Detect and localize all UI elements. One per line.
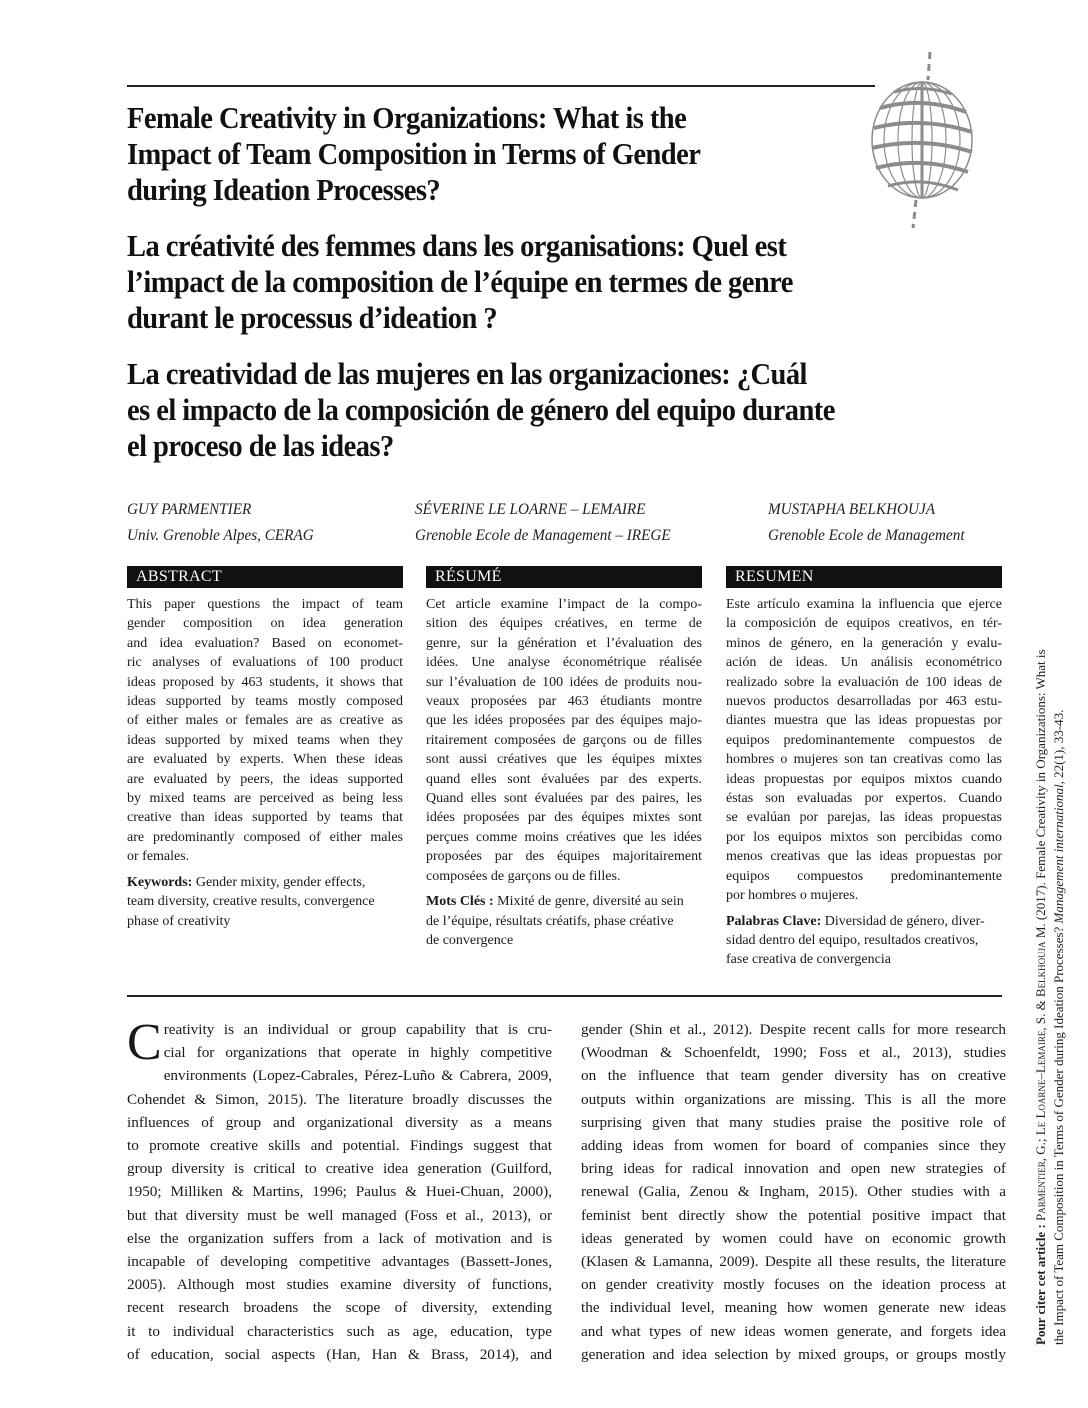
keywords-label: Mots Clés : <box>426 894 494 910</box>
author-affiliation: Grenoble Ecole de Management – IREGE <box>415 527 671 544</box>
body-column-right: gender (Shin et al., 2012). Despite recent calls for more research (Woodman & Schoenfeldt, 1990; Foss et al., 2013), studies on the influence that team gender diversity has on creative outputs within organizations are missing. This is all the more surprising given that many studies praise the positive role of adding ideas from women for board of companies since they bring ideas for radical innovation and open new strategies of renewal (Galia, Zenou & Ingham, 2015). Other studies with a feminist bent directly show the potential positive impact that ideas generated by women could have on economic growth (Klasen & Lamanna, 2009). Despite all these results, the literature on gender creativity mostly focuses on the ideation process at the individual level, meaning how women generate new ideas and what types of new ideas women generate, and forgets idea generation and idea selection by mixed groups, or groups mostly <box>581 1021 1006 1363</box>
abstract-spanish <box>726 566 1002 970</box>
abstract-text: Cet article examine l’impact de la compo- sition des équipes créatives, en terme de genre, sur la génération et l’évaluation des idées. Une analyse économétrique réalisée sur l’évaluation de 100 idées de produits nou- veaux proposées par 463 étudiants montre que les idées proposées par des équipes majo- ritairement composées de garçons ou de filles sont aussi créatives que les équipes mixtes quand elles sont évaluées par des experts. Quand elles sont évaluées par des paires, les idées proposées par des équipes mixtes sont perçues comme moins créatives que les idées proposées par des équipes majoritairement composées de garçons ou de filles. <box>426 597 702 884</box>
keywords: Palabras Clave: Diversidad de género, diver- sidad dentro del equipo, resultados creativos, fase creativa de convergencia <box>726 913 985 968</box>
abstract-header: RÉSUMÉ <box>426 566 702 588</box>
abstract-text: Este artículo examina la influencia que ejerce la composición de equipos creativos, en tér- minos de género, en la generación y evalu- ación de ideas. Un análisis econométrico realizado sobre la evaluación de 100 ideas de nuevos productos desarrolladas por 463 estu- diantes muestra que las ideas propuestas por equipos predominantemente compuestos de hombres o mujeres son tan creativas como las ideas propuestas por equipos mixtos cuando éstas son evaluadas por expertos. Cuando se evalúan por parejas, las ideas propuestas por los equipos mixtos son percibidas como menos creativas que las ideas propuestas por equipos compuestos predominantemente por hombres o mujeres. <box>726 597 1002 904</box>
journal-name: Management international <box>1051 784 1066 924</box>
author-list <box>127 497 1007 549</box>
author <box>415 497 671 549</box>
keywords: Keywords: Gender mixity, gender effects, team diversity, creative results, convergence phase of creativity <box>127 874 375 929</box>
author-name: SÉVERINE LE LOARNE – LEMAIRE <box>415 501 646 518</box>
keywords-label: Palabras Clave: <box>726 913 822 929</box>
body-column-left: C reativity is an individual or group capability that is cru- cial for organizations that operate in highly competitive environments (Lopez-Cabrales, Pérez-Luño & Cabrera, 2009, Cohendet & Simon, 2015). The literature broadly discusses the influences of group and organizational diversity as a means to promote creative skills and potential. Findings suggest that group diversity is critical to creative idea generation (Guilford, 1950; Milliken & Martins, 1996; Paulus & Huei-Chuan, 2000), but that diversity must be well managed (Foss et al., 2013), or else the organization suffers from a lack of motivation and is incapable of developing competitive advantages (Bassett-Jones, 2005). Although most studies examine diversity of functions, recent research broadens the scope of diversity, extending it to individual characteristics such as age, education, type of education, social aspects (Han, Han & Brass, 2014), and <box>127 1014 552 1363</box>
abstract-header: RESUMEN <box>726 566 1002 588</box>
section-divider <box>127 995 1002 997</box>
author <box>127 497 314 549</box>
citation-label: Pour citer cet article : <box>1033 1224 1048 1345</box>
author-name: MUSTAPHA BELKHOUJA <box>768 501 936 518</box>
abstract-text: This paper questions the impact of team gender composition on idea generation and idea evaluation? Based on economet- ric analyses of evaluations of 100 product ideas proposed by 463 students, it shows that ideas supported by teams mostly composed of either males or females are as creative as ideas supported by mixed teams when they are evaluated by experts. When these ideas are evaluated by peers, the ideas supported by mixed teams are perceived as being less creative than ideas supported by teams that are predominantly composed of either males or females. <box>127 597 403 865</box>
abstract-english <box>127 566 403 931</box>
title-french: La créativité des femmes dans les organisations: Quel est l’impact de la composition de l’équipe en termes de genre durant le processus d’ideation ? <box>127 228 793 335</box>
title-block <box>127 100 1007 464</box>
title-english: Female Creativity in Organizations: What is the Impact of Team Composition in Terms of Gender during Ideation Processes? <box>127 100 701 207</box>
title-spanish: La creatividad de las mujeres en las organizaciones: ¿Cuál es el impacto de la composición de género del equipo durante el proceso de las ideas? <box>127 356 835 463</box>
abstract-french <box>426 566 702 950</box>
author <box>768 497 965 549</box>
drop-cap: C <box>127 1014 162 1071</box>
author-name: GUY PARMENTIER <box>127 501 252 518</box>
author-affiliation: Univ. Grenoble Alpes, CERAG <box>127 527 314 544</box>
keywords-label: Keywords: <box>127 874 193 890</box>
top-rule <box>127 85 875 87</box>
citation-sidebar: Pour citer cet article : Parmentier, G.; Le Loarne–Lemaire, S. & Belkhouja M. (2017). Female Creativity in Organizations: What is the Impact of Team Composition in Terms of Gender during Ideation Processes? Management international, 22(1), 33-43. <box>1033 649 1066 1345</box>
abstract-header: ABSTRACT <box>127 566 403 588</box>
author-affiliation: Grenoble Ecole de Management <box>768 527 965 544</box>
keywords: Mots Clés : Mixité de genre, diversité au sein de l’équipe, résultats créatifs, phase créative de convergence <box>426 894 684 948</box>
